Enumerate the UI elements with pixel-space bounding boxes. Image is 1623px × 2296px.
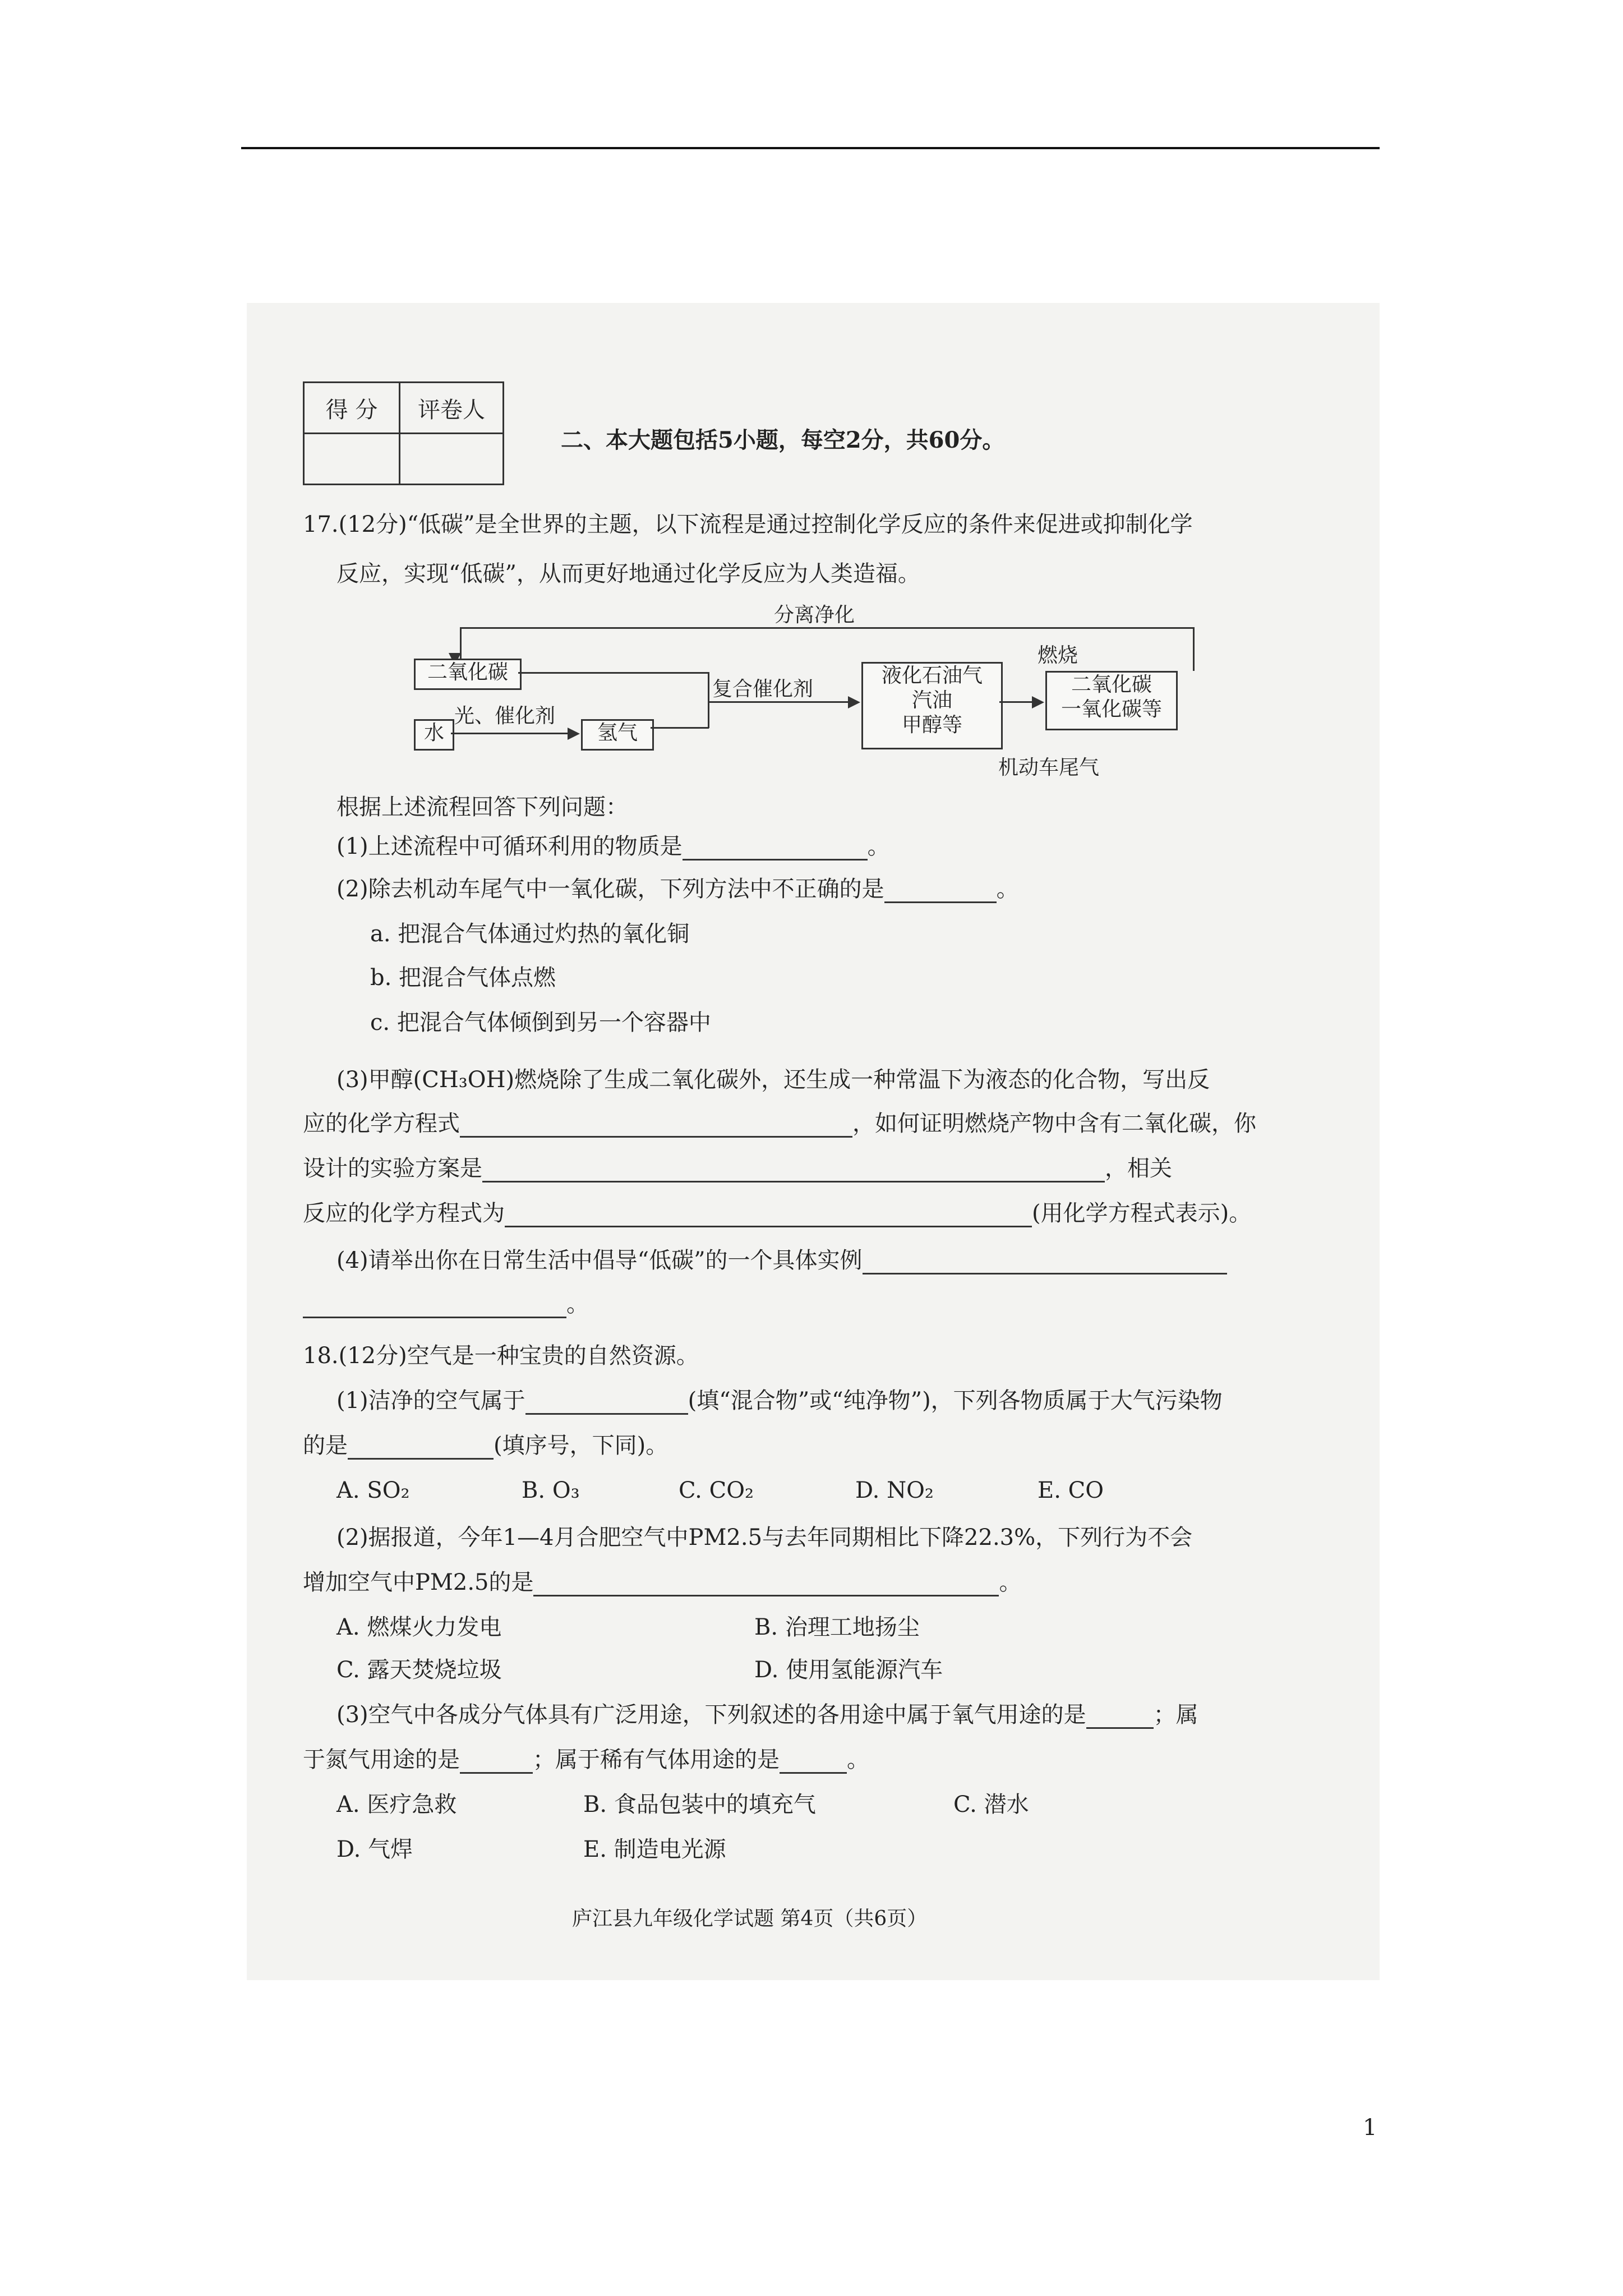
q18-opts1-a: A. SO₂ [336, 1478, 410, 1503]
q18-opts1-d: D. NO₂ [855, 1478, 934, 1503]
q18-opts3-d: D. 气焊 [336, 1837, 413, 1862]
q18-p3-line2 [303, 1746, 869, 1774]
label-separate: 分离净化 [774, 604, 855, 627]
q17-p4-blank2[interactable] [303, 1317, 566, 1318]
grader-cell [400, 434, 504, 485]
q17-stem-line1: 17.(12分)“低碳”是全世界的主题，以下流程是通过控制化学反应的条件来促进或抑制化学 [303, 512, 1193, 537]
catalyst-line [709, 701, 849, 703]
top-return-right [1193, 627, 1195, 671]
q18-p3-line1 [336, 1701, 1198, 1729]
top-return-line [460, 627, 1195, 629]
q17-p3-line4 [303, 1199, 1251, 1227]
q18-opts3-a: A. 医疗急救 [336, 1792, 457, 1818]
q17-p3-line2b: ，如何证明燃烧产物中含有二氧化碳，你 [852, 1111, 1256, 1137]
q18-p3-text: (3)空气中各成分气体具有广泛用途，下列叙述的各用途中属于氧气用途的是 [336, 1702, 1086, 1728]
score-cell [304, 434, 400, 485]
q18-opts2-a: A. 燃煤火力发电 [336, 1614, 502, 1640]
q17-p3-line4b: (用化学方程式表示)。 [1032, 1200, 1252, 1226]
q18-p1-a: (1)洁净的空气属于 [336, 1388, 525, 1414]
label-catalyst: 复合催化剂 [712, 678, 814, 701]
fuel-line3: 甲醇等 [901, 714, 962, 737]
q18-opts1-b: B. O₃ [522, 1478, 580, 1503]
water-h2-line [451, 733, 569, 734]
grader-label: 评卷人 [400, 383, 504, 434]
score-label: 得 分 [304, 383, 400, 434]
q18-p3-line2b: ；属于稀有气体用途的是 [533, 1747, 780, 1773]
q17-experiment-blank[interactable] [482, 1181, 1105, 1182]
q18-mixture-blank[interactable] [525, 1413, 688, 1415]
q18-oxygen-blank[interactable] [1086, 1727, 1154, 1729]
label-exhaust: 机动车尾气 [998, 756, 1100, 779]
exhaust-line2: 一氧化碳等 [1061, 698, 1162, 721]
q17-p4 [336, 1246, 1227, 1274]
score-table [303, 381, 504, 485]
q17-p3-line3a: 设计的实验方案是 [303, 1156, 482, 1181]
q18-opts2-c: C. 露天焚烧垃圾 [336, 1657, 502, 1683]
page-footer: 庐江县九年级化学试题 第4页（共6页） [572, 1907, 928, 1930]
label-light: 光、催化剂 [454, 705, 556, 728]
h2-line [651, 727, 709, 729]
box-exhaust [1045, 671, 1178, 730]
q18-p2-end: 。 [999, 1570, 1022, 1595]
fuel-line2: 汽油 [911, 689, 952, 712]
q18-nitrogen-blank[interactable] [460, 1772, 533, 1774]
q18-p2-blank[interactable] [533, 1595, 999, 1596]
q17-equation-blank[interactable] [460, 1136, 852, 1138]
exhaust-line1: 二氧化碳 [1071, 673, 1152, 696]
q17-p3-line3 [303, 1154, 1172, 1182]
q18-stem: 18.(12分)空气是一种宝贵的自然资源。 [303, 1343, 699, 1369]
q17-p3-line3b: ，相关 [1105, 1156, 1172, 1181]
label-burn: 燃烧 [1038, 644, 1078, 667]
box-co2: 二氧化碳 [414, 659, 522, 690]
q17-p4-cont [303, 1290, 589, 1318]
water-h2-arrow [568, 728, 580, 740]
q17-p2-blank[interactable] [884, 901, 997, 903]
q18-opts3-c: C. 潜水 [953, 1792, 1029, 1818]
q17-p1 [336, 832, 890, 861]
q18-p1-line2 [303, 1432, 668, 1460]
merge-vertical [708, 672, 709, 728]
q17-p1-text: (1)上述流程中可循环利用的物质是 [336, 834, 683, 859]
q17-p3-line2 [303, 1110, 1256, 1138]
q17-p4-end: 。 [566, 1291, 589, 1317]
q17-p4-blank[interactable] [863, 1273, 1227, 1274]
box-water: 水 [414, 719, 454, 751]
q17-p2 [336, 875, 1019, 903]
fuel-line1: 液化石油气 [881, 664, 983, 687]
co2-line [518, 672, 709, 674]
q18-p3-line1-end: ；属 [1153, 1702, 1198, 1728]
q17-intro: 根据上述流程回答下列问题： [336, 794, 628, 820]
q17-opt-a: a. 把混合气体通过灼热的氧化铜 [370, 921, 690, 947]
q17-stem-line2: 反应，实现“低碳”，从而更好地通过化学反应为人类造福。 [336, 561, 920, 587]
q18-noble-gas-blank[interactable] [780, 1772, 847, 1774]
catalyst-arrow [848, 696, 860, 708]
q17-opt-b: b. 把混合气体点燃 [370, 965, 556, 991]
q17-p3-line1: (3)甲醇(CH₃OH)燃烧除了生成二氧化碳外，还生成一种常温下为液态的化合物，写出反 [336, 1067, 1210, 1093]
q18-p3-line2-end: 。 [847, 1747, 869, 1773]
section-title: 二、本大题包括5小题，每空2分，共60分。 [561, 427, 1005, 453]
box-fuel [861, 662, 1003, 749]
q18-p1-d: (填序号，下同)。 [494, 1433, 668, 1458]
q18-p1-b: (填“混合物”或“纯净物”)，下列各物质属于大气污染物 [688, 1388, 1223, 1414]
q17-reaction-blank[interactable] [505, 1226, 1032, 1227]
q18-opts2-b: B. 治理工地扬尘 [754, 1614, 920, 1640]
q17-p4-text: (4)请举出你在日常生活中倡导“低碳”的一个具体实例 [336, 1248, 863, 1273]
q17-p2-text: (2)除去机动车尾气中一氧化碳，下列方法中不正确的是 [336, 876, 884, 902]
q18-opts2-d: D. 使用氢能源汽车 [754, 1657, 943, 1683]
q18-opts1-c: C. CO₂ [679, 1478, 754, 1503]
q17-p2-end: 。 [996, 876, 1019, 902]
q17-p3-line4a: 反应的化学方程式为 [303, 1200, 505, 1226]
q18-opts3-b: B. 食品包装中的填充气 [583, 1792, 816, 1818]
burn-line [999, 701, 1033, 703]
q18-p2-text: 增加空气中PM2.5的是 [303, 1570, 534, 1595]
q17-p3-line2a: 应的化学方程式 [303, 1111, 460, 1137]
q17-opt-c: c. 把混合气体倾倒到另一个容器中 [370, 1010, 711, 1036]
q18-p1-c: 的是 [303, 1433, 348, 1458]
burn-arrow [1032, 696, 1044, 708]
q18-p2-line1: (2)据报道，今年1—4月合肥空气中PM2.5与去年同期相比下降22.3%，下列行为不会 [336, 1525, 1193, 1550]
q18-opts1-e: E. CO [1038, 1478, 1104, 1503]
top-rule [241, 147, 1380, 149]
box-h2: 氢气 [581, 719, 654, 751]
q18-p2-line2 [303, 1568, 1021, 1596]
q17-p1-blank[interactable] [683, 859, 868, 861]
page-number: 1 [1363, 2115, 1377, 2141]
q18-pollutant-blank[interactable] [348, 1458, 494, 1460]
q18-opts3-e: E. 制造电光源 [583, 1837, 726, 1862]
q18-p1-line1 [336, 1387, 1223, 1415]
q17-p1-end: 。 [867, 834, 890, 859]
q18-p3-line2a: 于氮气用途的是 [303, 1747, 460, 1773]
